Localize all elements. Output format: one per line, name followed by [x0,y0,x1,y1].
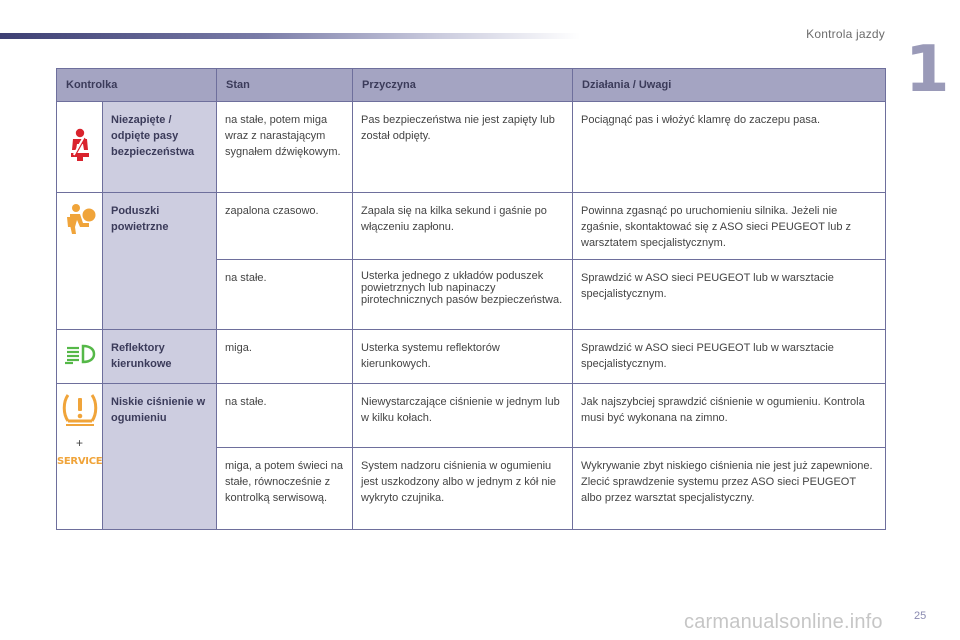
icon-cell [57,330,103,384]
plus-sign: + [75,436,83,450]
warning-lights-table [56,68,886,530]
table-header-row [57,69,886,102]
watermark: carmanualsonline.info [684,611,883,633]
icon-cell [57,193,103,330]
action-cell: Pociągnąć pas i włożyć klamrę do zaczepu pasa. [573,102,886,193]
action-cell: Sprawdzić w ASO sieci PEUGEOT lub w warsztacie specjalistycznym. [573,260,886,330]
warning-name: Niskie ciśnienie w ogumieniu [103,384,217,530]
cause-cell: Usterka jednego z układów poduszek powietrznych lub napinaczy pirotechnicznych pasów bezpieczeństwa. [353,260,573,330]
cause-cell: System nadzoru ciśnienia w ogumieniu jest uszkodzony albo w jednym z kół nie wykryto czujnika. [353,448,573,530]
table-row [57,102,886,193]
state-cell: zapalona czasowo. [217,193,353,260]
cornering-lights-icon [63,343,97,370]
col-header-przyczyna: Przyczyna [353,69,573,102]
col-header-stan: Stan [217,69,353,102]
col-header-dzialania: Działania / Uwagi [573,69,886,102]
cause-cell: Usterka systemu reflektorów kierunkowych. [353,330,573,384]
state-cell: na stałe. [217,384,353,448]
seatbelt-warning-icon [65,128,95,167]
cause-cell: Niewystarczające ciśnienie w jednym lub w kilku kołach. [353,384,573,448]
state-cell: na stałe, potem miga wraz z narastającym sygnałem dźwiękowym. [217,102,353,193]
state-cell: miga. [217,330,353,384]
icon-cell [57,384,103,530]
tyre-pressure-warning-icon [60,392,100,433]
state-cell: miga, a potem świeci na stałe, równocześnie z kontrolką serwisową. [217,448,353,530]
chapter-number: 1 [905,33,950,107]
airbag-warning-icon [64,203,96,240]
table-row [57,330,886,384]
action-cell: Wykrywanie zbyt niskiego ciśnienia nie jest już zapewnione. Zlecić sprawdzenie systemu przez ASO sieci PEUGEOT albo przez warsztat specjalistyczny. [573,448,886,530]
section-title: Kontrola jazdy [806,27,885,41]
col-header-kontrolka: Kontrolka [57,69,217,102]
action-cell: Powinna zgasnąć po uruchomieniu silnika. Jeżeli nie zgaśnie, skontaktować się z ASO sieci PEUGEOT lub z warsztatem specjalistycznym. [573,193,886,260]
page-number: 25 [914,610,927,622]
action-cell: Jak najszybciej sprawdzić ciśnienie w ogumieniu. Kontrola musi być wykonana na zimno. [573,384,886,448]
action-cell: Sprawdzić w ASO sieci PEUGEOT lub w warsztacie specjalistycznym. [573,330,886,384]
top-gradient-bar [0,33,580,39]
cause-cell: Zapala się na kilka sekund i gaśnie po włączeniu zapłonu. [353,193,573,260]
table-row [57,193,886,260]
warning-name: Reflektory kierunkowe [103,330,217,384]
icon-cell [57,102,103,193]
cause-cell: Pas bezpieczeństwa nie jest zapięty lub został odpięty. [353,102,573,193]
warning-name: Poduszki powietrzne [103,193,217,330]
service-warning-icon: SERVICE [57,456,103,467]
table-row [57,384,886,448]
state-cell: na stałe. [217,260,353,330]
warning-name: Niezapięte / odpięte pasy bezpieczeństwa [103,102,217,193]
